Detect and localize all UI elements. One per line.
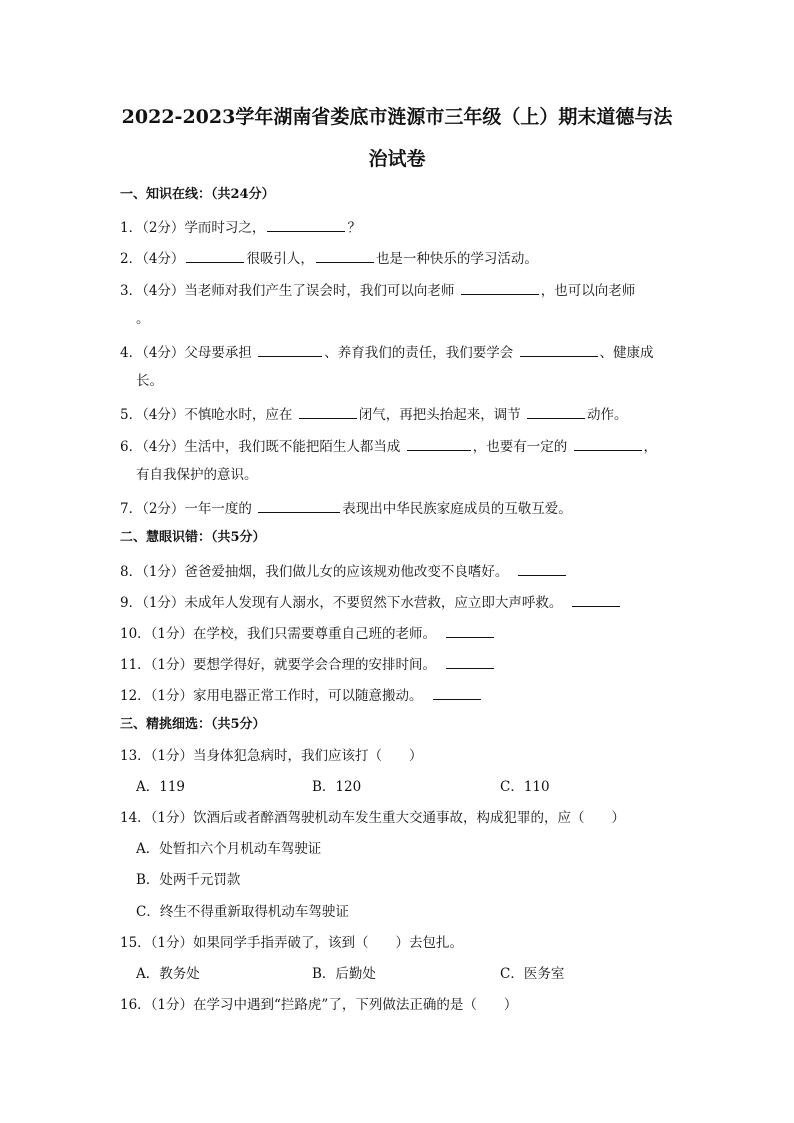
question-12 (120, 687, 483, 704)
answer-blank (267, 219, 345, 232)
option-c: C．终生不得重新取得机动车驾驶证 (136, 904, 349, 920)
answer-blank (433, 687, 481, 700)
option-c: C．医务室 (500, 966, 565, 982)
answer-blank (574, 438, 642, 451)
answer-blank (461, 282, 539, 295)
question-text: 7．（2分）一年一度的 (120, 501, 257, 517)
question-text: 4．（4分）父母要承担 (120, 345, 257, 361)
answer-blank (572, 594, 620, 607)
answer-blank (446, 656, 494, 669)
question-text: 很吸引人， (246, 251, 314, 267)
answer-blank (316, 250, 374, 263)
answer-blank (527, 406, 585, 419)
question-text: 、养育我们的责任，我们要学会 (324, 345, 518, 361)
question-text: ，也可以向老师 (540, 283, 636, 299)
section2-heading: 二、慧眼识错：（共5分） (120, 530, 266, 545)
question-8 (120, 563, 568, 580)
option-c: C．110 (500, 779, 550, 795)
section3-heading: 三、精挑细选：（共5分） (120, 717, 266, 732)
question-16: 16．（1分）在学习中遇到“拦路虎”了，下列做法正确的是（ ） (120, 997, 518, 1013)
question-6 (120, 438, 657, 455)
answer-blank (407, 438, 471, 451)
answer-blank (446, 625, 494, 638)
answer-blank (186, 250, 244, 263)
question-1 (120, 219, 361, 236)
question-4 (120, 344, 654, 361)
question-4-continued: 长。 (136, 373, 163, 389)
question-14: 14．（1分）饮酒后或者醉酒驾驶机动车发生重大交通事故，构成犯罪的，应（ ） (120, 810, 626, 826)
question-text: 8．（1分）爸爸爱抽烟，我们做儿女的应该规劝他改变不良嗜好。 (120, 564, 509, 580)
option-b: B．处两千元罚款 (136, 872, 241, 888)
question-text: ， (643, 439, 658, 455)
question-text: 1．（2分）学而时习之， (120, 220, 266, 236)
question-text: 3．（4分）当老师对我们产生了误会时，我们可以向老师 (120, 283, 459, 299)
question-text: 2．（4分） (120, 251, 185, 267)
section1-heading: 一、知识在线：（共24分） (120, 187, 275, 202)
exam-title-line1: 2022-2023学年湖南省娄底市涟源市三年级（上）期末道德与法 (121, 106, 673, 128)
question-text: 5．（4分）不慎呛水时，应在 (120, 407, 297, 423)
question-text: ，也要有一定的 (472, 439, 572, 455)
question-7 (120, 500, 572, 517)
answer-blank (258, 344, 322, 357)
answer-blank (258, 500, 340, 513)
question-text: 表现出中华民族家庭成员的互敬互爱。 (342, 501, 572, 517)
answer-blank (299, 406, 357, 419)
question-3 (120, 282, 635, 299)
option-b: B．120 (312, 779, 362, 795)
question-text: 11．（1分）要想学得好，就要学会合理的安排时间。 (120, 657, 437, 673)
question-15: 15．（1分）如果同学手指弄破了，该到（ ）去包扎。 (120, 935, 464, 951)
question-text: 闭气，再把头抬起来，调节 (358, 407, 526, 423)
question-text: 12．（1分）家用电器正常工作时，可以随意搬动。 (120, 688, 423, 704)
option-a: A．教务处 (136, 966, 200, 982)
answer-blank (518, 563, 566, 576)
question-text: 10．（1分）在学校，我们只需要尊重自己班的老师。 (120, 626, 437, 642)
question-5 (120, 406, 628, 423)
question-text: 9．（1分）未成年人发现有人溺水，不要贸然下水营救，应立即大声呼救。 (120, 595, 563, 611)
option-a: A．119 (136, 779, 186, 795)
question-text: ？ (347, 220, 361, 236)
question-6-continued: 有自我保护的意识。 (136, 467, 258, 483)
question-13: 13．（1分）当身体犯急病时，我们应该打（ ） (120, 748, 423, 764)
question-text: 动作。 (587, 407, 628, 423)
question-9 (120, 594, 622, 611)
answer-blank (520, 344, 598, 357)
question-10 (120, 625, 496, 642)
exam-title-line2: 治试卷 (368, 148, 426, 170)
question-text: 、健康成 (599, 345, 654, 361)
question-2 (120, 250, 538, 267)
question-text: 也是一种快乐的学习活动。 (375, 251, 538, 267)
question-3-continued: 。 (136, 311, 150, 327)
question-11 (120, 656, 496, 673)
question-text: 6．（4分）生活中，我们既不能把陌生人都当成 (120, 439, 405, 455)
option-a: A．处暂扣六个月机动车驾驶证 (136, 841, 322, 857)
option-b: B．后勤处 (312, 966, 376, 982)
